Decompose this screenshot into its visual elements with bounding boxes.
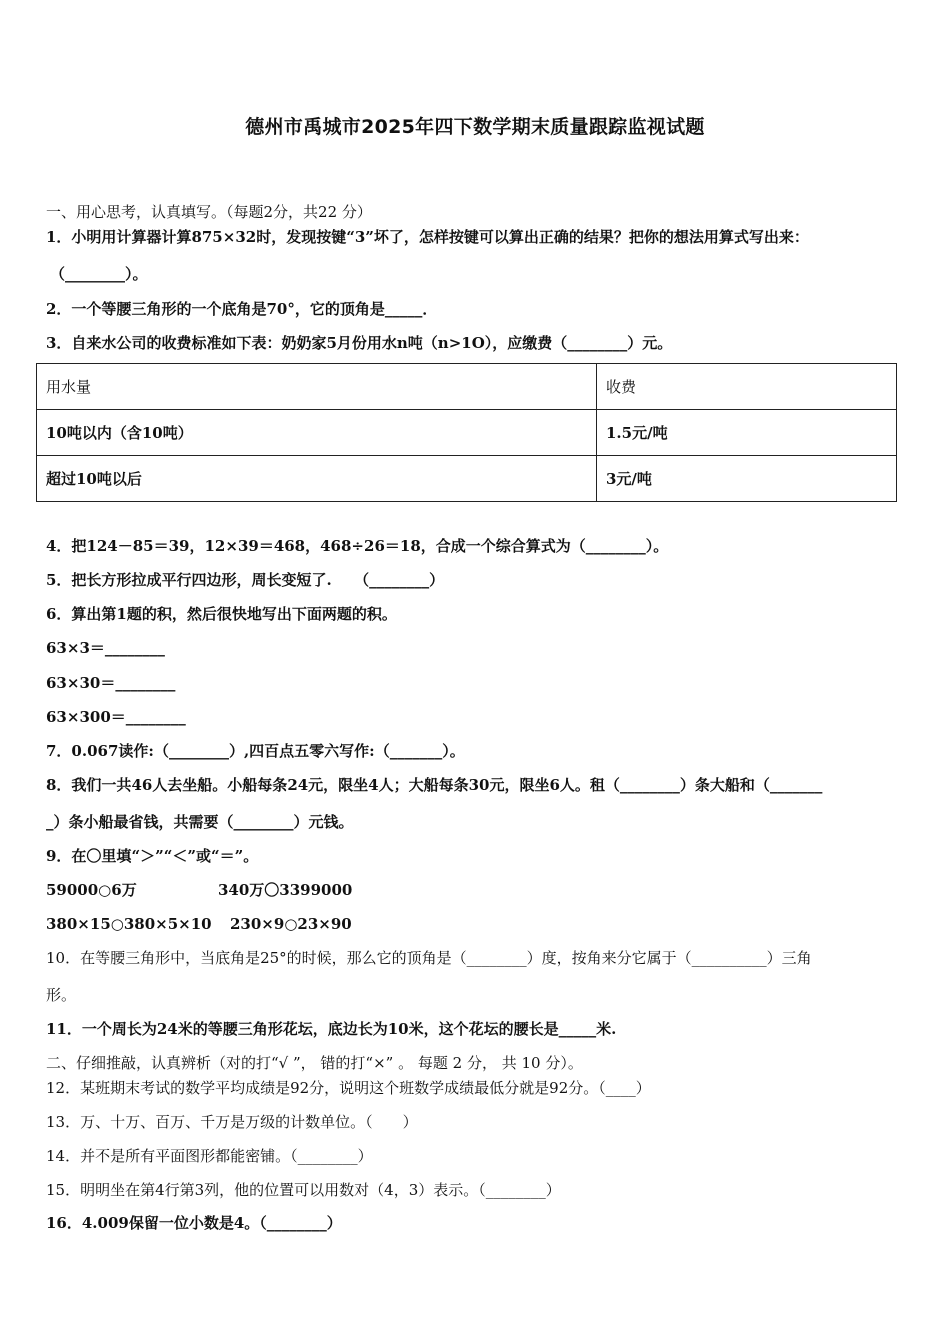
table-cell: 超过10吨以后	[37, 456, 597, 502]
table-cell: 3元/吨	[597, 456, 897, 502]
page-title: 德州市禹城市2025年四下数学期末质量跟踪监视试题	[245, 116, 705, 138]
question-10-line1: 10．在等腰三角形中，当底角是25°的时候，那么它的顶角是（________）度，按角来分它属于（__________）三角	[46, 949, 812, 967]
question-9-item: 340万〇3399000	[218, 881, 353, 899]
question-6-item: 63×300＝________	[46, 708, 186, 726]
question-5: 5．把长方形拉成平行四边形，周长变短了. （________）	[46, 571, 445, 589]
table-row	[37, 456, 897, 502]
question-1-line2: （________）。	[50, 265, 148, 283]
question-9-item: 59000○6万	[46, 881, 137, 899]
question-2: 2．一个等腰三角形的一个底角是70°，它的顶角是_____．	[46, 300, 438, 318]
water-fee-table	[36, 363, 897, 502]
question-9-item: 380×15○380×5×10	[46, 915, 212, 933]
question-10-line2: 形。	[46, 986, 77, 1004]
question-3: 3．自来水公司的收费标准如下表：奶奶家5月份用水n吨（n>1O），应缴费（________）元。	[46, 334, 673, 352]
table-cell: 1.5元/吨	[597, 410, 897, 456]
question-4: 4．把124－85＝39，12×39＝468，468÷26＝18，合成一个综合算式为（________）。	[46, 537, 669, 555]
question-11: 11．一个周长为24米的等腰三角形花坛，底边长为10米，这个花坛的腰长是_____米.	[46, 1020, 617, 1038]
question-13: 13．万、十万、百万、千万是万级的计数单位。（ ）	[46, 1113, 418, 1131]
question-8-line2: _）条小船最省钱，共需要（________）元钱。	[46, 813, 354, 831]
section2-heading: 二、仔细推敲，认真辨析（对的打“√ ”， 错的打“×” 。 每题 2 分， 共 10 分）。	[46, 1054, 583, 1072]
question-15: 15．明明坐在第4行第3列，他的位置可以用数对（4，3）表示。（________）	[46, 1181, 561, 1199]
section1-heading: 一、用心思考，认真填写。（每题2分，共22 分）	[46, 203, 372, 221]
question-9: 9．在〇里填“＞”“＜”或“＝”。	[46, 847, 259, 865]
question-8-line1: 8．我们一共46人去坐船。小船每条24元，限坐4人；大船每条30元，限坐6人。租（________）条大船和（_______	[46, 776, 823, 794]
question-9-item: 230×9○23×90	[230, 915, 352, 933]
table-header-fee: 收费	[597, 364, 897, 410]
table-cell: 10吨以内（含10吨）	[37, 410, 597, 456]
question-6-item: 63×30＝________	[46, 674, 176, 692]
table-row	[37, 364, 897, 410]
question-1-line1: 1．小明用计算器计算875×32时，发现按键“3”坏了，怎样按键可以算出正确的结果？把你的想法用算式写出来：	[46, 228, 809, 246]
question-12: 12．某班期末考试的数学平均成绩是92分，说明这个班数学成绩最低分就是92分。（____）	[46, 1079, 651, 1097]
question-16: 16．4.009保留一位小数是4。（________）	[46, 1214, 342, 1232]
table-header-usage: 用水量	[37, 364, 597, 410]
table-row	[37, 410, 897, 456]
question-6-item: 63×3＝________	[46, 639, 165, 657]
question-7: 7．0.067读作:（________）,四百点五零六写作:（_______）。	[46, 742, 465, 760]
question-6: 6．算出第1题的积，然后很快地写出下面两题的积。	[46, 605, 397, 623]
question-14: 14．并不是所有平面图形都能密铺。（________）	[46, 1147, 373, 1165]
